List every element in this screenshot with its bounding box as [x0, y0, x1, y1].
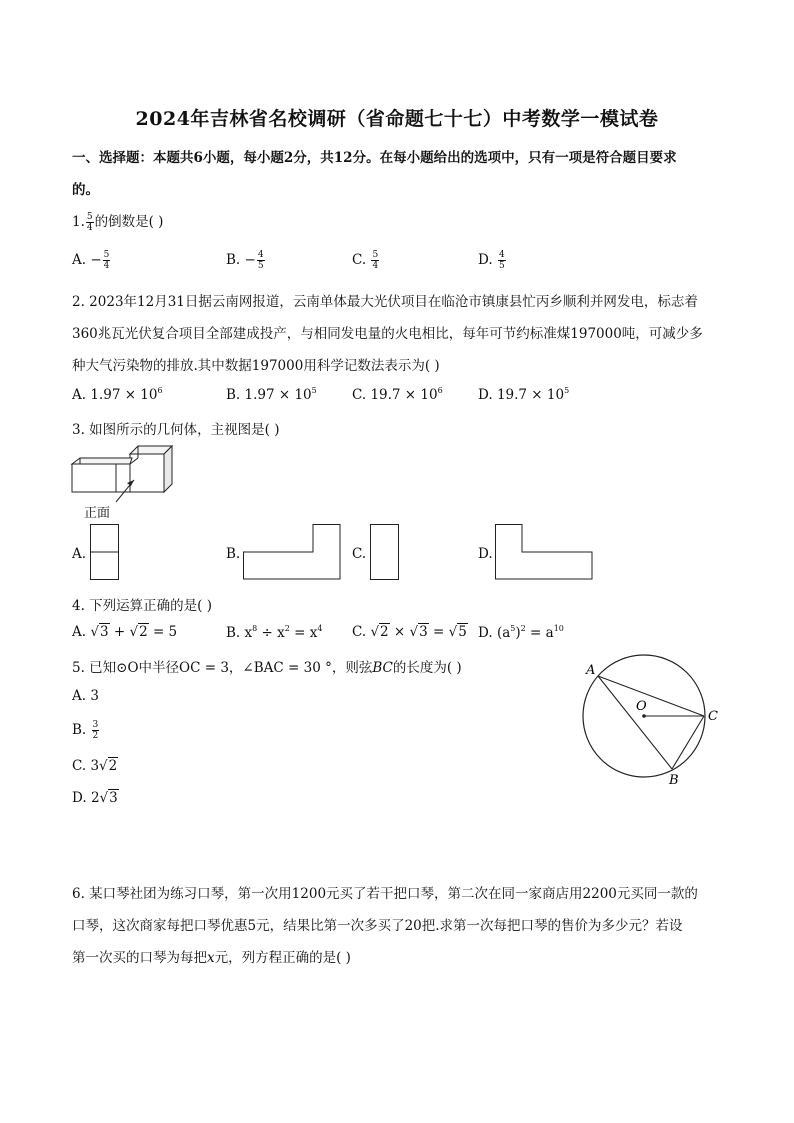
q1-option-c-label: C. — [352, 252, 367, 268]
label-b: B — [669, 773, 679, 788]
q5-b-frac — [92, 720, 100, 741]
q5-c-label: C. — [72, 758, 87, 774]
question-6-line3 — [72, 946, 351, 966]
q4-a-sqrt2: √2 — [129, 624, 148, 640]
question-5-stem — [72, 656, 462, 676]
question-1-stem — [72, 210, 163, 233]
q5-c-sqrt: √2 — [99, 758, 118, 774]
q4-b-t3: = x — [289, 625, 318, 641]
q1-fraction — [86, 212, 94, 233]
q4-option-d[interactable] — [478, 624, 564, 641]
q5-c-rad: 2 — [108, 758, 118, 774]
q1-suffix: 的倒数是( ) — [94, 214, 164, 230]
q2-b-exp: 5 — [311, 386, 317, 395]
q3-option-d-label[interactable]: D. — [478, 546, 493, 562]
section-heading: 一、选择题：本题共6小题，每小题2分，共12分。在每小题给出的选项中，只有一项是符合题目要求 — [72, 150, 677, 166]
q3-option-c-figure[interactable] — [370, 524, 400, 580]
q5-stem-post: 的长度为( ) — [392, 660, 462, 676]
q4-c-op: × — [389, 624, 410, 640]
q4-option-c[interactable] — [352, 624, 468, 640]
q1-b-den: 5 — [257, 261, 264, 271]
q2-c-label: C. — [352, 387, 367, 403]
q4-option-a[interactable] — [72, 624, 177, 640]
question-4-stem: 4. 下列运算正确的是( ) — [72, 598, 212, 614]
q2-a-base: 1.97 × 10 — [90, 387, 158, 403]
q4-c-sqrt2: √3 — [409, 624, 428, 640]
q2-d-exp: 5 — [564, 386, 570, 395]
question-6-line1: 6. 某口琴社团为练习口琴，第一次用1200元买了若干把口琴，第二次在同一家商店用2200元买同一款的 — [72, 886, 698, 902]
question-2-line1: 2. 2023年12月31日据云南网报道，云南单体最大光伏项目在临沧市镇康县忙丙乡顺利并网发电，标志着 — [72, 294, 698, 310]
q3-front-label: 正面 — [84, 506, 111, 521]
q4-c-r2: 3 — [419, 624, 428, 640]
q2-b-label: B. — [226, 387, 241, 403]
q4-c-label: C. — [352, 624, 367, 640]
q4-a-op: + — [109, 624, 130, 640]
label-c: C — [708, 709, 718, 724]
q6-line3-var: x — [207, 950, 215, 966]
q1-option-b-label: B. — [226, 252, 241, 268]
q3-option-a-figure[interactable] — [90, 524, 120, 580]
page-title: 2024年吉林省名校调研（省命题七十七）中考数学一模试卷 — [135, 108, 659, 130]
q2-b-base: 1.97 × 10 — [244, 387, 312, 403]
q1-b-num: 4 — [257, 250, 264, 260]
q1-option-d[interactable] — [478, 250, 507, 271]
q2-c-base: 19.7 × 10 — [370, 387, 438, 403]
q5-option-b[interactable] — [72, 720, 100, 741]
q1-option-a-label: A. — [72, 252, 87, 268]
q4-d-e3: 10 — [553, 624, 564, 633]
q4-c-r3: 5 — [458, 624, 467, 640]
q4-d-label: D. — [478, 625, 493, 641]
q4-d-e1: 5 — [510, 624, 516, 633]
q3-option-c-label[interactable]: C. — [352, 546, 367, 562]
q4-d-t1: (a — [496, 625, 511, 641]
q4-b-e1: 8 — [252, 624, 258, 633]
q2-option-b[interactable] — [226, 386, 317, 403]
q1-option-c[interactable] — [352, 250, 380, 271]
q5-option-a[interactable] — [72, 688, 99, 704]
q5-d-rad: 3 — [109, 790, 118, 806]
q1-d-den: 5 — [498, 261, 505, 271]
q1-a-num: 5 — [103, 250, 110, 260]
q4-c-sqrt3: √5 — [448, 624, 467, 640]
q3-option-b-figure[interactable] — [243, 524, 343, 580]
q3-option-b-label[interactable]: B. — [226, 546, 241, 562]
q2-c-exp: 6 — [437, 386, 443, 395]
q1-option-d-label: D. — [478, 252, 493, 268]
q1-option-b-frac — [257, 250, 265, 271]
label-o: O — [636, 699, 647, 714]
q5-c-coef: 3 — [90, 758, 100, 774]
q4-a-r2: 2 — [139, 624, 148, 640]
q5-b-den: 2 — [92, 731, 99, 741]
q4-c-r1: 2 — [380, 624, 389, 640]
q1-frac-den: 4 — [86, 223, 93, 233]
q4-a-eq: = 5 — [148, 624, 178, 640]
q5-option-c[interactable] — [72, 758, 118, 774]
q1-option-b[interactable] — [226, 250, 266, 271]
q1-option-a-frac — [103, 250, 111, 271]
q5-a-text: 3 — [90, 688, 99, 704]
q1-frac-num: 5 — [86, 212, 93, 222]
q3-option-d-figure[interactable] — [495, 524, 595, 580]
q5-d-label: D. — [72, 790, 87, 806]
q1-option-a-sign: − — [90, 252, 102, 268]
q1-option-a[interactable] — [72, 250, 111, 271]
q4-d-t2: ) — [515, 625, 521, 641]
q5-d-coef: 2 — [90, 790, 100, 806]
question-2-line3: 种大气污染物的排放.其中数据197000用科学记数法表示为( ) — [72, 358, 440, 374]
q5-b-num: 3 — [92, 720, 99, 730]
q2-option-c[interactable] — [352, 386, 443, 403]
q4-c-sqrt1: √2 — [370, 624, 389, 640]
q4-b-e3: 4 — [317, 624, 323, 633]
q4-d-t3: = a — [525, 625, 554, 641]
q3-option-a-label[interactable]: A. — [72, 546, 87, 562]
q2-d-label: D. — [478, 387, 493, 403]
q1-option-c-frac — [371, 250, 379, 271]
q1-c-den: 4 — [372, 261, 379, 271]
q4-c-eq: = — [428, 624, 449, 640]
q4-option-b[interactable] — [226, 624, 322, 641]
q4-d-e2: 2 — [520, 624, 526, 633]
q5-stem-pre: 5. 已知⊙O中半径OC = 3，∠BAC = 30 °，则弦 — [72, 660, 373, 676]
q6-line3-post: 元，列方程正确的是( ) — [214, 950, 351, 966]
q5-b-label: B. — [72, 722, 87, 738]
q1-option-b-sign: − — [244, 252, 256, 268]
q1-prefix: 1. — [72, 214, 85, 230]
q5-a-label: A. — [72, 688, 87, 704]
q5-d-sqrt: √3 — [99, 790, 118, 806]
section-heading-cont: 的。 — [72, 182, 99, 198]
question-2-line2: 360兆瓦光伏复合项目全部建成投产，与相同发电量的火电相比，每年可节约标准煤197000吨，可减少多 — [72, 326, 703, 342]
q6-line3-pre: 第一次买的口琴为每把 — [72, 950, 207, 966]
q2-a-exp: 6 — [157, 386, 163, 395]
q4-b-label: B. — [226, 625, 241, 641]
q2-a-label: A. — [72, 387, 87, 403]
question-3-stem: 3. 如图所示的几何体，主视图是( ) — [72, 422, 280, 438]
q4-b-t2: ÷ x — [257, 625, 285, 641]
q4-a-label: A. — [72, 624, 87, 640]
q4-b-e2: 2 — [284, 624, 290, 633]
q4-b-t1: x — [244, 625, 253, 641]
q3-solid-figure — [72, 440, 172, 500]
q2-d-base: 19.7 × 10 — [496, 387, 565, 403]
q1-d-num: 4 — [498, 250, 505, 260]
q4-a-r1: 3 — [99, 624, 109, 640]
q2-option-d[interactable] — [478, 386, 569, 403]
q2-option-a[interactable] — [72, 386, 163, 403]
q5-stem-var: BC — [372, 660, 393, 676]
question-6-line2: 口琴，这次商家每把口琴优惠5元，结果比第一次多买了20把.求第一次每把口琴的售价为多少元？若设 — [72, 918, 683, 934]
label-a: A — [586, 663, 596, 678]
q1-c-num: 5 — [372, 250, 379, 260]
q5-circle-figure — [578, 652, 728, 792]
q1-a-den: 4 — [103, 261, 110, 271]
center-point — [642, 714, 646, 718]
q1-option-d-frac — [498, 250, 506, 271]
q4-a-sqrt1: √3 — [90, 624, 109, 640]
q5-option-d[interactable] — [72, 790, 119, 806]
